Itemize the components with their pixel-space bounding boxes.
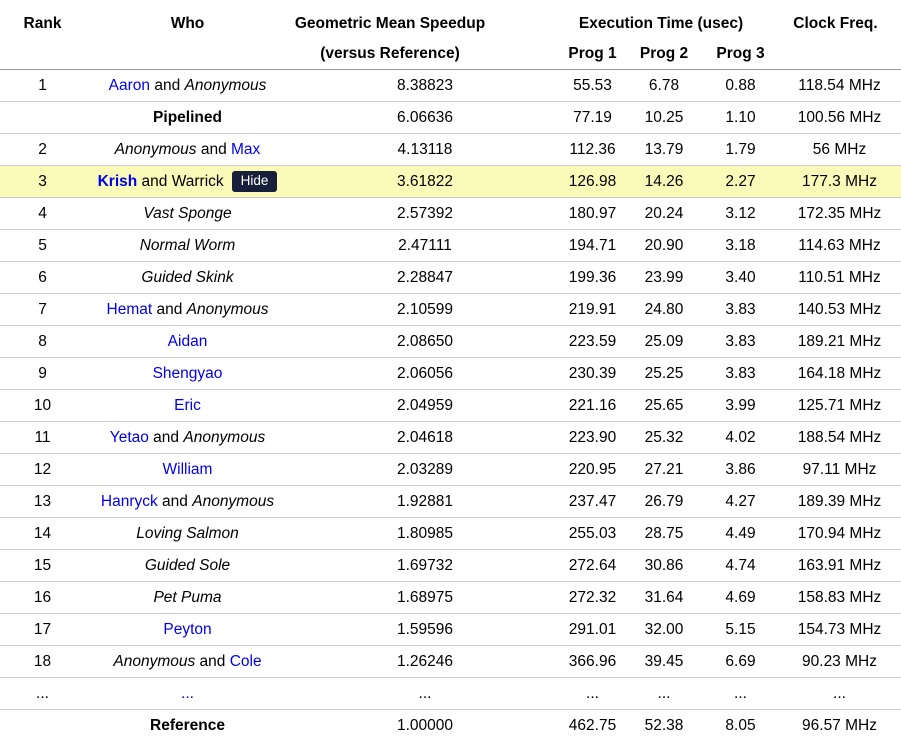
prog2-cell: 32.00 [644,620,684,638]
header-speedup-line1: Geometric Mean Speedup [294,15,486,32]
who-cell [85,653,290,671]
who-cell [85,525,290,543]
clock-freq-cell: 177.3 MHz [802,172,877,190]
table-row [0,550,901,582]
who-anonymous: Guided Sole [144,556,231,574]
rank-cell: 17 [33,620,52,638]
header-exec-time: Execution Time (usec) [578,15,744,32]
prog2-cell: 30.86 [644,556,684,574]
table-row [0,710,901,741]
who-text: and [195,652,230,670]
rank-cell: 2 [38,140,47,158]
clock-freq-cell: 189.21 MHz [797,332,882,350]
prog2-cell: 23.99 [644,268,684,286]
who-link[interactable]: William [162,460,213,478]
prog2-cell: 20.90 [644,236,684,254]
prog1-cell: 255.03 [568,524,617,542]
prog3-cell: 5.15 [725,620,756,638]
prog1-cell: 291.01 [568,620,617,638]
prog1-cell: 194.71 [568,236,617,254]
who-anonymous: Anonymous [184,76,267,94]
table-row [0,614,901,646]
prog3-cell: 4.69 [725,588,756,606]
speedup-cell: 2.03289 [396,460,454,478]
who-text: and [157,492,193,510]
prog1-cell: 180.97 [568,204,617,222]
speedup-cell: 2.57392 [396,204,454,222]
clock-freq-cell: 164.18 MHz [797,364,882,382]
speedup-cell: 1.69732 [396,556,454,574]
header-prog2: Prog 2 [639,45,689,62]
table-row [0,70,901,102]
who-text: and Warrick [137,173,224,190]
who-link[interactable]: Yetao [109,428,149,446]
who-link[interactable]: ... [181,684,194,702]
clock-freq-cell: 118.54 MHz [798,76,881,94]
prog1-cell: 126.98 [568,172,617,190]
who-cell [85,365,290,383]
who-cell [85,429,290,447]
prog2-cell: 26.79 [644,492,684,510]
who-text: and [148,428,184,446]
clock-freq-cell: 188.54 MHz [797,428,882,446]
rank-cell: 8 [38,332,47,350]
who-cell [85,621,290,639]
clock-freq-cell: 100.56 MHz [797,108,882,126]
speedup-cell: 2.47111 [398,236,452,254]
speedup-cell: 1.26246 [396,652,454,670]
prog2-cell: ... [657,684,671,702]
rank-cell: 7 [38,300,47,318]
who-cell [85,205,290,223]
prog3-cell: ... [734,684,747,702]
who-text: Pipelined [153,108,222,126]
clock-freq-cell: 154.73 MHz [797,620,882,638]
prog1-cell: 221.16 [568,396,617,414]
prog3-cell: 3.86 [725,460,756,478]
rank-cell: 9 [38,364,47,382]
speedup-cell: 1.59596 [396,620,454,638]
table-row [0,678,901,710]
rank-cell: 6 [38,268,47,286]
clock-freq-cell: 90.23 MHz [802,652,877,670]
who-cell [85,333,290,351]
prog3-cell: 3.40 [725,268,756,286]
prog2-cell: 6.78 [648,76,680,94]
clock-freq-cell: 110.51 MHz [798,268,881,286]
table-row [0,358,901,390]
table-row [0,518,901,550]
who-cell [85,77,290,95]
rank-cell: 13 [33,492,52,510]
who-cell [85,141,290,159]
clock-freq-cell: 97.11 MHz [802,460,877,478]
rank-cell: 16 [33,588,52,606]
prog2-cell: 14.26 [644,172,684,190]
who-anonymous: Loving Salmon [136,524,239,542]
clock-freq-cell: 163.91 MHz [797,556,882,574]
table-row [0,422,901,454]
clock-freq-cell: 140.53 MHz [797,300,882,318]
prog1-cell: 77.19 [573,108,612,126]
who-link[interactable]: Hemat [106,300,153,318]
prog2-cell: 25.32 [644,428,684,446]
prog2-cell: 52.38 [644,716,684,734]
prog1-cell: 366.96 [568,652,617,670]
table-row [0,390,901,422]
prog1-cell: 237.47 [568,492,617,510]
prog1-cell: 199.36 [568,268,617,286]
prog3-cell: 6.69 [725,652,756,670]
prog2-cell: 10.25 [644,108,684,126]
who-cell [85,237,290,255]
who-cell [85,269,290,287]
prog1-cell: 223.59 [568,332,617,350]
who-cell [85,171,290,192]
clock-freq-cell: 158.83 MHz [797,588,882,606]
clock-freq-cell: 56 MHz [812,140,867,158]
speedup-cell: 2.04959 [396,396,454,414]
speedup-cell: 6.06636 [396,108,454,126]
who-cell [85,301,290,319]
clock-freq-cell: 114.63 MHz [798,236,881,254]
who-cell [85,461,290,479]
who-link[interactable]: Hanryck [100,492,158,510]
hide-button[interactable]: Hide [232,171,278,192]
prog1-cell: 272.64 [568,556,617,574]
prog3-cell: 3.83 [725,300,756,318]
speedup-cell: 2.28847 [396,268,454,286]
who-cell [85,589,290,607]
who-cell [85,717,290,735]
header-who: Who [170,15,205,32]
prog3-cell: 1.79 [725,140,756,158]
table-row [0,294,901,326]
speedup-cell: 2.04618 [396,428,454,446]
prog2-cell: 20.24 [644,204,684,222]
who-anonymous: Anonymous [183,428,266,446]
who-link[interactable]: Cole [229,652,262,670]
rank-cell: 5 [38,236,47,254]
prog2-cell: 25.09 [644,332,684,350]
who-cell [85,685,290,703]
speedup-cell: 1.00000 [396,716,454,734]
who-link[interactable]: Peyton [163,620,212,638]
who-cell [85,397,290,415]
prog1-cell: 219.91 [568,300,617,318]
clock-freq-cell: ... [833,684,846,702]
clock-freq-cell: 96.57 MHz [802,716,877,734]
table-row [0,454,901,486]
prog1-cell: 55.53 [573,76,612,94]
rank-cell: ... [36,684,49,702]
prog1-cell: 220.95 [568,460,617,478]
speedup-cell: 1.80985 [396,524,454,542]
prog1-cell: 462.75 [568,716,617,734]
table-body [0,70,901,741]
rank-cell: 18 [33,652,52,670]
who-link[interactable]: Eric [174,396,201,414]
prog2-cell: 27.21 [644,460,684,478]
speedup-cell: 2.06056 [396,364,454,382]
header-prog1: Prog 1 [568,45,617,62]
who-anonymous: Pet Puma [153,588,222,606]
table-row [0,582,901,614]
speedup-cell: 2.10599 [396,300,454,318]
who-cell [85,493,290,511]
prog3-cell: 4.02 [725,428,756,446]
rank-cell: 10 [33,396,52,414]
who-link[interactable]: Shengyao [152,364,223,382]
who-cell [85,109,290,127]
who-anonymous: Anonymous [114,140,197,158]
prog2-cell: 39.45 [644,652,684,670]
rank-cell: 11 [34,428,51,446]
rank-cell: 12 [33,460,52,478]
who-link[interactable]: Aaron [108,76,151,94]
speedup-cell: 4.13118 [397,140,453,158]
speedup-cell: 1.68975 [396,588,454,606]
speedup-cell: 8.38823 [396,76,454,94]
prog1-cell: 112.36 [569,140,616,158]
who-link[interactable]: Krish [97,173,138,190]
clock-freq-cell: 125.71 MHz [797,396,882,414]
prog3-cell: 8.05 [725,716,756,734]
speedup-cell: ... [418,684,432,702]
who-link[interactable]: Aidan [167,332,208,350]
table-row [0,326,901,358]
who-text: and [152,300,187,318]
who-anonymous: Anonymous [192,492,275,510]
clock-freq-cell: 172.35 MHz [797,204,882,222]
who-link[interactable]: Max [231,140,261,158]
prog1-cell: 272.32 [568,588,617,606]
prog3-cell: 3.18 [725,236,756,254]
rank-cell: 4 [38,204,47,222]
rank-cell: 1 [38,76,47,94]
rank-cell: 14 [33,524,52,542]
prog2-cell: 31.64 [644,588,684,606]
prog3-cell: 3.99 [725,396,756,414]
table-row [0,166,901,198]
prog2-cell: 13.79 [644,140,684,158]
prog3-cell: 4.74 [725,556,756,574]
who-anonymous: Vast Sponge [143,204,232,222]
prog3-cell: 3.12 [725,204,756,222]
prog3-cell: 4.27 [725,492,756,510]
who-text: and [150,76,185,94]
clock-freq-cell: 189.39 MHz [797,492,882,510]
clock-freq-cell: 170.94 MHz [797,524,882,542]
table-row [0,102,901,134]
prog3-cell: 2.27 [725,172,756,190]
rank-cell: 15 [33,556,52,574]
prog3-cell: 3.83 [725,364,756,382]
who-anonymous: Anonymous [113,652,196,670]
prog1-cell: 230.39 [568,364,617,382]
speedup-cell: 3.61822 [396,172,454,190]
header-clock-freq: Clock Freq. [793,15,878,32]
prog3-cell: 1.10 [725,108,756,126]
rank-cell: 3 [38,172,47,190]
header-speedup-line2: (versus Reference) [320,45,460,62]
table-header [0,0,901,70]
who-anonymous: Normal Worm [139,236,236,254]
prog2-cell: 25.25 [644,364,684,382]
who-text: Reference [150,716,225,734]
who-anonymous: Anonymous [186,300,269,318]
speedup-cell: 2.08650 [396,332,454,350]
table-row [0,230,901,262]
header-prog3: Prog 3 [716,45,765,62]
header-rank: Rank [23,15,62,32]
prog1-cell: ... [586,684,599,702]
prog2-cell: 25.65 [644,396,684,414]
prog3-cell: 0.88 [725,76,756,94]
prog3-cell: 3.83 [725,332,756,350]
table-row [0,646,901,678]
prog2-cell: 28.75 [644,524,684,542]
table-row [0,198,901,230]
table-row [0,134,901,166]
who-text: and [196,140,232,158]
who-anonymous: Guided Skink [141,268,234,286]
prog3-cell: 4.49 [725,524,756,542]
prog2-cell: 24.80 [644,300,684,318]
who-cell [85,557,290,575]
speedup-cell: 1.92881 [396,492,454,510]
prog1-cell: 223.90 [568,428,617,446]
table-row [0,262,901,294]
table-row [0,486,901,518]
